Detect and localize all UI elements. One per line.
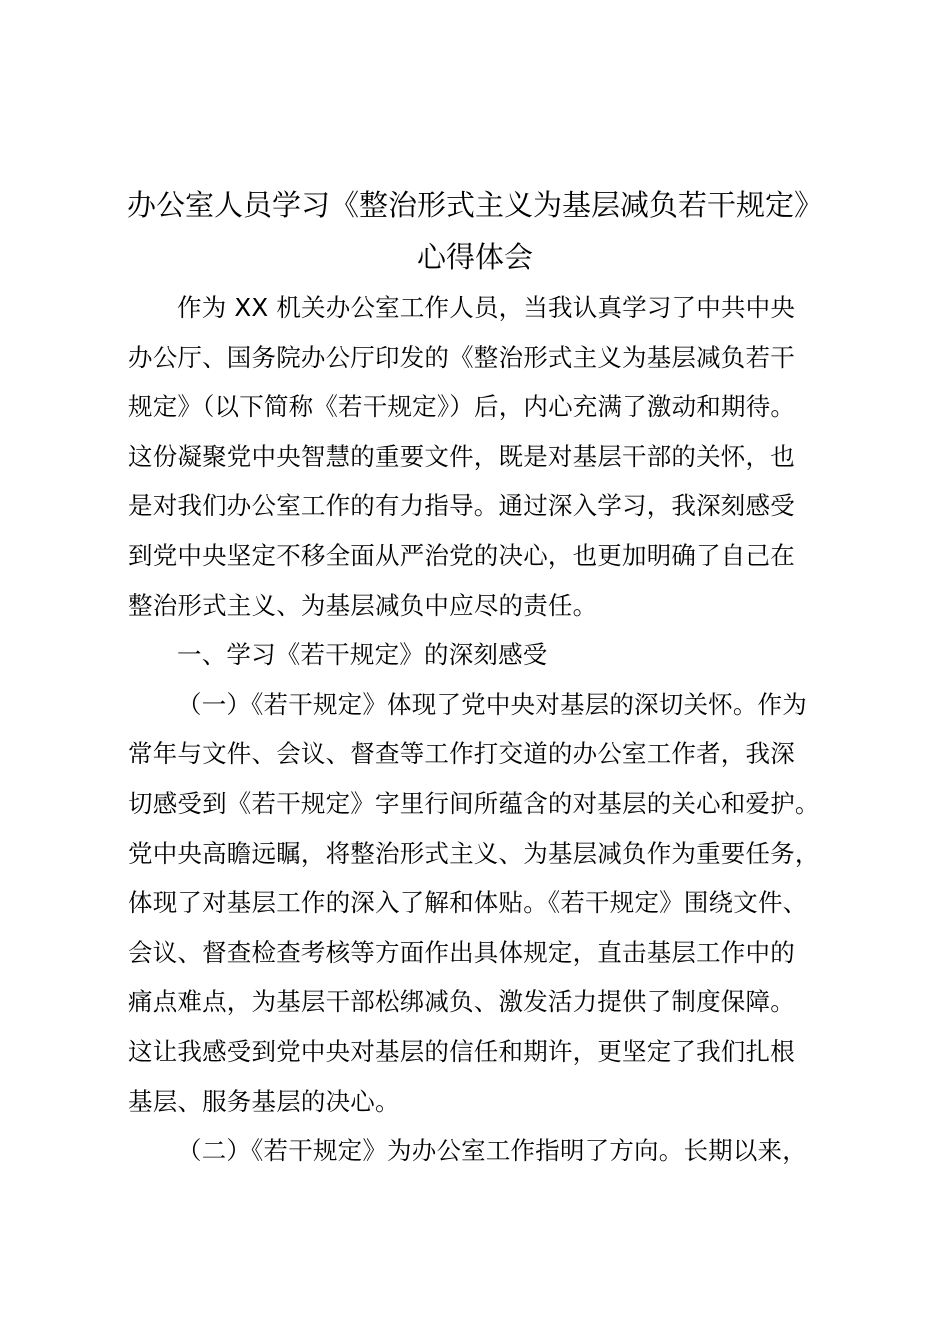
paragraph-line: 基层、服务基层的决心。 [128,1086,400,1116]
paragraph-line: 切感受到《若干规定》字里行间所蕴含的对基层的关心和爱护。 [128,788,820,818]
paragraph-line: 规定》（以下简称《若干规定》）后，内心充满了激动和期待。 [128,392,796,422]
paragraph-line: 这让我感受到党中央对基层的信任和期许，更坚定了我们扎根 [128,1036,795,1066]
document-title-line-1: 办公室人员学习《整治形式主义为基层减负若干规定》 [126,188,823,222]
paragraph-line: （二）《若干规定》为办公室工作指明了方向。长期以来， [177,1136,807,1166]
paragraph-line: 常年与文件、会议、督查等工作打交道的办公室工作者，我深 [128,739,795,769]
paragraph-line: 到党中央坚定不移全面从严治党的决心，也更加明确了自己在 [128,540,795,570]
document-title-line-2: 心得体会 [416,240,533,274]
paragraph-line: 体现了对基层工作的深入了解和体贴。《若干规定》围绕文件、 [128,888,808,918]
paragraph-line: （一）《若干规定》体现了党中央对基层的深切关怀。作为 [177,689,807,719]
paragraph-line: 整治形式主义、为基层减负中应尽的责任。 [128,590,598,620]
paragraph-line: 会议、督查检查考核等方面作出具体规定，直击基层工作中的 [128,937,795,967]
paragraph-line: 办公厅、国务院办公厅印发的《整治形式主义为基层减负若干 [128,342,795,372]
paragraph-line: 痛点难点，为基层干部松绑减负、激发活力提供了制度保障。 [128,987,795,1017]
document-body [128,283,848,1176]
paragraph-line: 这份凝聚党中央智慧的重要文件，既是对基层干部的关怀，也 [128,441,795,471]
section-heading: 一、学习《若干规定》的深刻感受 [177,640,548,670]
paragraph-line: 作为 XX 机关办公室工作人员，当我认真学习了中共中央 [177,293,796,322]
paragraph-line: 是对我们办公室工作的有力指导。通过深入学习，我深刻感受 [128,491,795,521]
paragraph-line: 党中央高瞻远瞩，将整治形式主义、为基层减负作为重要任务， [128,838,820,868]
